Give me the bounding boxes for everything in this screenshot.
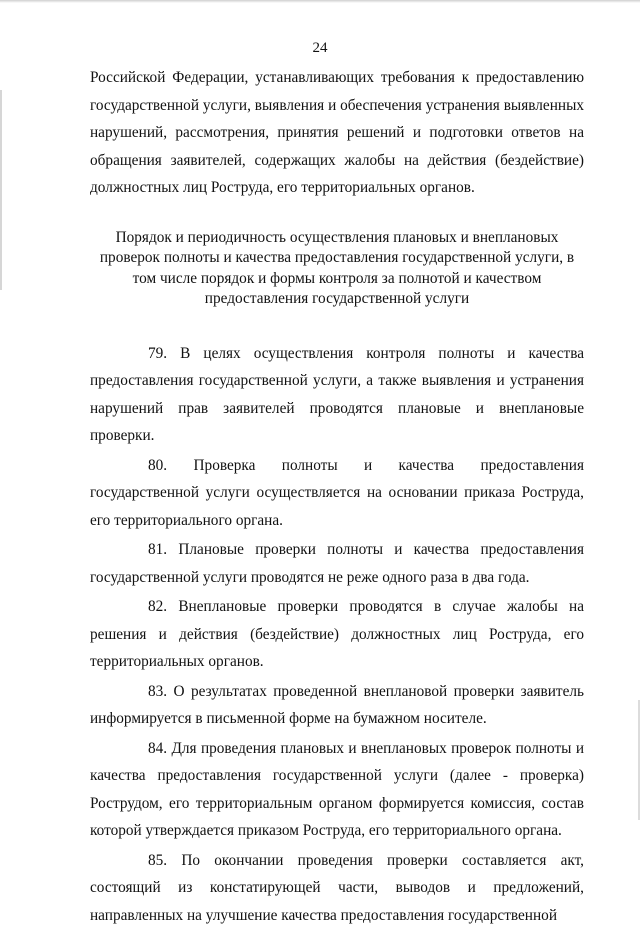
paragraph-number: 79. xyxy=(148,345,167,362)
paragraph-79 xyxy=(90,340,584,450)
paragraph-text: В целях осуществления контроля полноты и качества предоставления государственной услуги, а также выявления и устранения нарушений прав заявителей проводятся плановые и внеплановые проверки. xyxy=(90,345,584,445)
paragraph-text: По окончании проведения проверки составляется акт, состоящий из констатирующей части, выводов и предложений, направленных на улучшение качества предоставления государственной xyxy=(90,852,584,924)
paragraph-text: Внеплановые проверки проводятся в случае жалобы на решения и действия (бездействие) должностных лиц Роструда, его территориальных органов. xyxy=(90,598,584,670)
paragraph-text: Плановые проверки полноты и качества предоставления государственной услуги проводятся не реже одного раза в два года. xyxy=(90,541,584,586)
paragraph-83 xyxy=(90,678,584,733)
paragraph-text: Для проведения плановых и внеплановых проверок полноты и качества предоставления государственной услуги (далее - проверка) Рострудом, его территориальным органом формируется комиссия, состав которой утверждается приказом Роструда, его территориального органа. xyxy=(90,740,584,840)
scan-edge xyxy=(0,0,640,3)
paragraph-82 xyxy=(90,593,584,676)
paragraph-85 xyxy=(90,847,584,929)
paragraph-number: 80. xyxy=(148,457,167,474)
paragraph-number: 82. xyxy=(148,598,167,615)
paragraph-text: Проверка полноты и качества предоставления государственной услуги осуществляется на основании приказа Роструда, его территориального органа. xyxy=(90,457,584,529)
paragraph-80 xyxy=(90,452,584,535)
paragraph-number: 84. xyxy=(148,740,167,757)
section-heading: Порядок и периодичность осуществления плановых и внеплановых проверок полноты и качества предоставления государственной услуги, в том числе порядок и формы контроля за полнотой и качеством предоставления государственной услуги xyxy=(90,228,584,310)
paragraph-84 xyxy=(90,735,584,845)
page-number: 24 xyxy=(0,40,640,57)
scan-edge xyxy=(0,90,2,290)
intro-paragraph: Российской Федерации, устанавливающих требования к предоставлению государственной услуги, выявления и обеспечения устранения выявленных нарушений, рассмотрения, принятия решений и подготовки ответов на обращения заявителей, содержащих жалобы на действия (бездействие) должностных лиц Роструда, его территориальных органов. xyxy=(90,64,584,202)
paragraph-81 xyxy=(90,536,584,591)
document-body xyxy=(90,64,584,929)
paragraph-number: 81. xyxy=(148,541,167,558)
paragraph-number: 85. xyxy=(148,852,167,869)
paragraph-number: 83. xyxy=(148,683,167,700)
paragraph-text: О результатах проведенной внеплановой проверки заявитель информируется в письменной форме на бумажном носителе. xyxy=(90,683,584,728)
